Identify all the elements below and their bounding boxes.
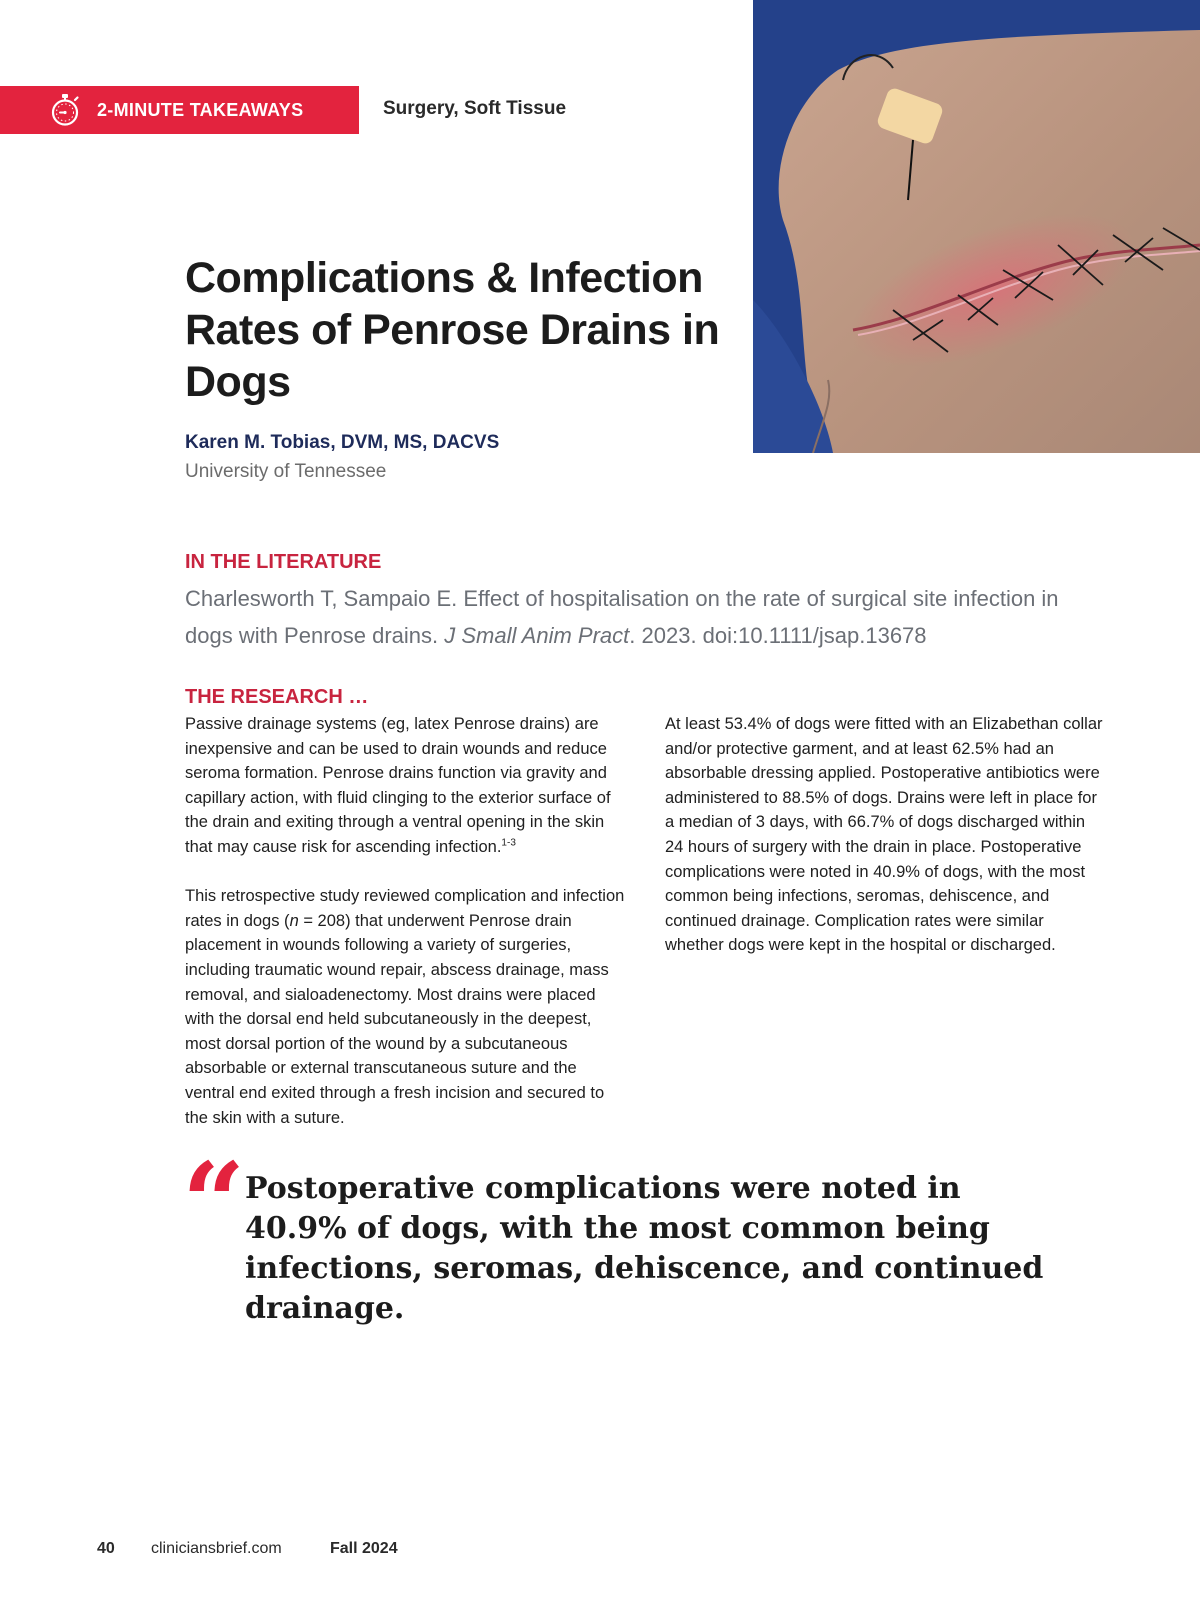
body-paragraph: This retrospective study reviewed complication and infection rates in dogs (n = 208) that underwent Penrose drain placement in wounds following a variety of surgeries, including traumatic wound repair, abscess drainage, mass removal, and sialoadenectomy. Most drains were placed with the dorsal end held subcutaneously in the deepest, most dorsal portion of the wound by a subcutaneous absorbable or external transcutaneous suture and the ventral end exited through a fresh incision and secured to the skin with a suture. — [185, 887, 625, 1127]
page-number: 40 — [97, 1540, 115, 1557]
author-name: Karen M. Tobias, DVM, MS, DACVS — [185, 432, 500, 453]
article-title: Complications & Infection Rates of Penrose Drains in Dogs — [185, 254, 720, 406]
category-label: Surgery, Soft Tissue — [383, 98, 567, 119]
body-column-right — [665, 712, 1105, 983]
body-column-left — [185, 712, 625, 1155]
body-paragraph: Passive drainage systems (eg, latex Penrose drains) are inexpensive and can be used to drain wounds and reduce seroma formation. Penrose drains function via gravity and capillary action, with fluid clinging to the exterior surface of the drain and exiting through a ventral opening in the skin that may cause risk for ascending infection.$^{1-3}$ — [185, 715, 611, 856]
banner-label: 2-MINUTE TAKEAWAYS — [97, 99, 304, 120]
reference-superscript: 1-3 — [501, 837, 516, 849]
drain-wound-image — [753, 0, 1200, 453]
quote-mark-icon: “ — [182, 1138, 246, 1267]
citation-authors-title: Charlesworth T, Sampaio E. Effect of hospitalisation on the rate of surgical site infection in dogs with Penrose drains. — [185, 586, 1059, 648]
literature-heading: IN THE LITERATURE — [185, 551, 382, 573]
citation — [185, 580, 1085, 654]
section-banner — [0, 86, 359, 134]
stopwatch-icon — [48, 93, 82, 127]
body-paragraph: At least 53.4% of dogs were fitted with an Elizabethan collar and/or protective garment, and at least 62.5% had an absorbable dressing applied. Postoperative antibiotics were administered to 88.5% of dogs. Drains were left in place for a median of 3 days, with 66.7% of dogs discharged within 24 hours of surgery with the drain in place. Postoperative complications were noted in 40.9% of dogs, with the most common being infections, seromas, dehiscence, and continued drainage. Complication rates were similar whether dogs were kept in the hospital or discharged. — [665, 715, 1103, 955]
research-heading: THE RESEARCH … — [185, 686, 369, 708]
author-affiliation: University of Tennessee — [185, 461, 387, 482]
surgical-photo — [753, 0, 1200, 453]
issue-label: Fall 2024 — [330, 1540, 398, 1557]
website-link[interactable]: cliniciansbrief.com — [151, 1540, 282, 1557]
citation-doi: . 2023. doi:10.1111/jsap.13678 — [629, 623, 927, 648]
journal-name: J Small Anim Pract — [444, 623, 630, 648]
pull-quote: Postoperative complications were noted in 40.9% of dogs, with the most common being infections, seromas, dehiscence, and continued drainage. — [245, 1171, 1044, 1326]
